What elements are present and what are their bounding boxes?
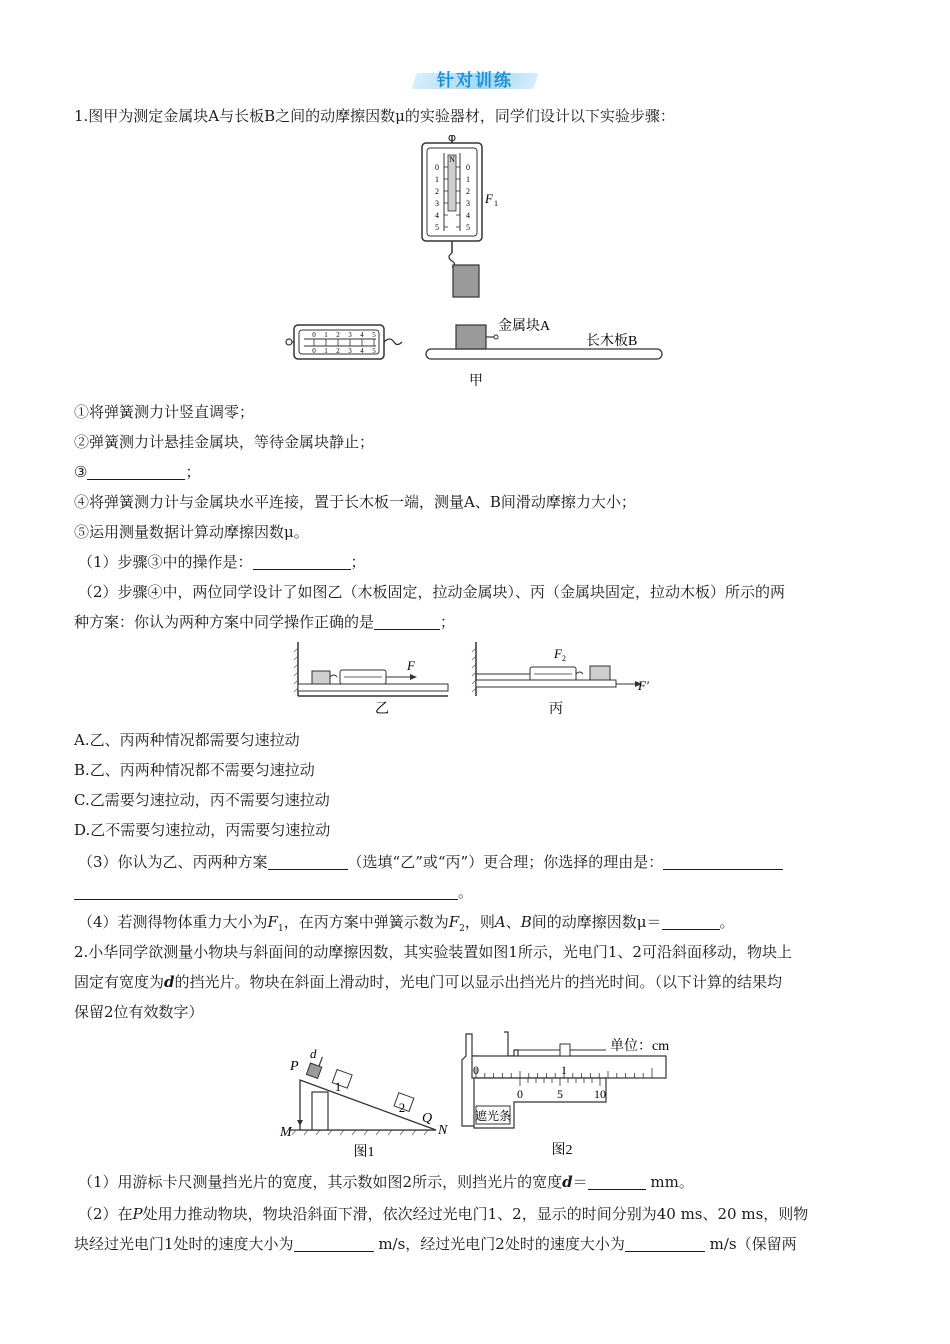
q2-sub2-blank-v2[interactable] [625,1236,705,1252]
section-title: 针对训练 [437,71,513,91]
bing-force-right-label: F′ [638,678,649,693]
q2-sub2-line2 [74,1234,797,1254]
metal-block-a [456,325,486,349]
q1-sub2-line1: （2）步骤④中，两位同学设计了如图乙（木板固定，拉动金属块）、丙（金属块固定，拉动木板）所示的两 [78,583,786,601]
vertical-scale-label: 4 [466,211,470,220]
horizontal-scale-label: 5 [372,331,376,339]
point-p-label: P [290,1059,299,1074]
q2-sub1-d: d [562,1173,573,1191]
q1-sub4-f2: F [448,913,460,931]
q2-sub2-line1 [78,1204,808,1224]
vertical-scale-label: 0 [466,163,470,172]
q1-sub4-part4: 间的动摩擦因数μ＝ [531,913,662,931]
step-3-label: ③ [74,463,88,481]
q2-line2a: 固定有宽度为 [74,973,165,991]
q1-sub4-blank[interactable] [662,914,720,930]
vernier-mark-0: 0 [517,1087,523,1101]
option-a[interactable]: A.乙、丙两种情况都需要匀速拉动 [74,731,300,749]
point-q-label: Q [422,1111,433,1126]
figure-bing [472,642,649,717]
q2-sub2-line1a: （2）在 [78,1205,133,1223]
q1-sub4-f1: F [267,913,278,931]
q1-sub2-blank[interactable] [374,614,440,630]
q1-sub4-part3: ，则 [464,913,495,931]
q1-sub2-line2 [74,612,455,632]
gate-1-label: 1 [334,1079,342,1094]
q2-sub1-blank[interactable] [588,1174,646,1190]
step-3 [74,462,200,482]
figure-yi [294,642,448,717]
step-3-blank[interactable] [87,464,185,480]
shading-tab-label: 遮光条 [474,1109,512,1123]
q1-sub3-part1: （3）你认为乙、丙两种方案 [78,853,268,871]
horizontal-scale-label: 4 [360,331,364,339]
q1-sub4-tail: 。 [719,913,735,931]
q2-sub2-blank-v1[interactable] [294,1236,374,1252]
q1-stem: 1.图甲为测定金属块A与长板B之间的动摩擦因数μ的实验器材，同学们设计以下实验步骤： [74,107,675,125]
figure-jia-caption: 甲 [469,374,483,389]
point-n-label: N [438,1123,448,1138]
horizontal-scale-label: 2 [336,347,340,355]
vertical-scale-label: 0 [435,163,439,172]
main-beam [472,1056,666,1078]
option-b[interactable]: B.乙、丙两种情况都不需要匀速拉动 [74,761,315,779]
figure-jia [280,135,680,395]
vertical-scale-label: 2 [466,187,470,196]
figure-yi-bing [290,638,660,720]
hanging-metal-block [453,265,479,297]
q2-line2-d: d [164,973,175,991]
horizontal-spring-scale [286,325,402,359]
q1-sub3-line1 [78,852,783,872]
q1-sub3-line2 [74,882,473,902]
q1-sub4-sep: 、 [505,913,521,931]
step-5: ⑤运用测量数据计算动摩擦因数μ。 [74,523,309,541]
f1-label: F [485,191,493,206]
q1-sub4 [78,912,735,939]
q1-sub2-tail: ； [440,613,456,631]
q2-sub1-part1: （1）用游标卡尺测量挡光片的宽度，其示数如图2所示，则挡光片的宽度 [78,1173,563,1191]
horizontal-scale-label: 5 [372,347,376,355]
q1-sub3-blank-choice[interactable] [268,854,348,870]
bing-force-top-sub: 2 [562,654,566,663]
metal-block-label: 金属块A [498,319,551,334]
q2-line2 [74,972,782,992]
step-3-tail: ； [185,463,201,481]
gate-2-label: 2 [398,1100,406,1115]
horizontal-scale-label: 1 [324,347,328,355]
vertical-scale-label: 2 [435,187,439,196]
yi-force-label: F [407,658,415,673]
f1-subscript: 1 [494,199,498,208]
figure-1-caption: 图1 [353,1145,375,1160]
figure-2-vernier-caliper [456,1030,686,1162]
bing-caption: 丙 [549,702,563,717]
q1-sub3-tail: 。 [458,883,474,901]
vertical-scale-label: 4 [435,211,439,220]
horizontal-scale-label: 0 [312,331,316,339]
bing-force-top-label: F [554,646,562,661]
step-4: ④将弹簧测力计与金属块水平连接，置于长木板一端，测量A、B间滑动摩擦力大小； [74,493,636,511]
section-title-badge [414,68,536,94]
q1-sub4-f2-sub: 2 [459,924,465,934]
main-mark-1: 1 [561,1063,567,1077]
q1-sub2-line2-text: 种方案：你认为两种方案中同学操作正确的是 [74,613,375,631]
vernier-mark-5: 5 [557,1087,563,1101]
q2-sub2-line2b: m/s，经过光电门2处时的速度大小为 [373,1235,625,1253]
main-mark-0: 0 [473,1063,479,1077]
q2-sub1-eq: ＝ [572,1173,588,1191]
vertical-scale-label: 1 [435,175,439,184]
q1-sub4-part2: ，在丙方案中弹簧示数为 [283,913,449,931]
horizontal-scale-label: 1 [324,331,328,339]
q2-sub2-line2c: m/s（保留两 [704,1235,797,1253]
vertical-scale-unit: N [449,155,455,164]
q1-sub1-blank[interactable] [253,554,351,570]
step-2: ②弹簧测力计悬挂金属块，等待金属块静止； [74,433,375,451]
horizontal-scale-label: 3 [348,331,352,339]
board-label: 长木板B [586,334,638,349]
q2-sub2-line2a: 块经过光电门1处时的速度大小为 [74,1235,294,1253]
vertical-scale-label: 3 [466,199,470,208]
vertical-spring-scale [422,135,498,267]
q1-sub1-text: （1）步骤③中的操作是： [78,553,253,571]
horizontal-scale-label: 4 [360,347,364,355]
unit-label: 单位：cm [610,1039,670,1054]
option-d[interactable]: D.乙不需要匀速拉动，丙需要匀速拉动 [74,821,331,839]
width-d-label: d [310,1046,317,1061]
q2-line2b: 的挡光片。物块在斜面上滑动时，光电门可以显示出挡光片的挡光时间。（以下计算的结果均 [174,973,783,991]
q2-sub2-p: P [132,1205,143,1223]
figure-2-caption: 图2 [551,1143,573,1158]
q2-line3: 保留2位有效数字） [74,1003,204,1021]
vertical-scale-label: 1 [466,175,470,184]
q1-sub3-blank-reason-cont[interactable] [74,884,458,900]
q2-sub1-unit: mm。 [645,1173,694,1191]
horizontal-scale-label: 0 [312,347,316,355]
q2-line1: 2.小华同学欲测量小物块与斜面间的动摩擦因数，其实验装置如图1所示，光电门1、2可沿斜面移动，物块上 [74,943,792,961]
q1-sub4-f1-sub: 1 [277,924,284,934]
step-1: ①将弹簧测力计竖直调零； [74,403,255,421]
q1-sub3-blank-reason[interactable] [663,854,783,870]
point-m-label: M [280,1125,292,1140]
q1-sub1 [78,552,366,572]
q1-sub4-part1: （4）若测得物体重力大小为 [78,913,268,931]
yi-caption: 乙 [375,702,389,717]
option-c[interactable]: C.乙需要匀速拉动，丙不需要匀速拉动 [74,791,330,809]
vertical-scale-label: 3 [435,199,439,208]
q1-sub1-tail: ； [350,553,366,571]
vernier-mark-10: 10 [594,1087,606,1101]
q2-sub1 [78,1172,694,1192]
horizontal-scale-label: 2 [336,331,340,339]
vertical-scale-label: 5 [435,223,439,232]
support-block [312,1092,328,1130]
figure-1-incline [276,1040,456,1162]
long-board-b [426,349,662,359]
vertical-scale-label: 5 [466,223,470,232]
q2-sub2-line1b: 处用力推动物块，物块沿斜面下滑，依次经过光电门1、2，显示的时间分别为40 ms、20 ms，则物 [142,1205,809,1223]
horizontal-scale-label: 3 [348,347,352,355]
q1-sub3-part2: （选填“乙”或“丙”）更合理；你选择的理由是： [347,853,664,871]
q1-sub4-b: B [520,913,532,931]
q1-sub4-a: A [494,913,506,931]
